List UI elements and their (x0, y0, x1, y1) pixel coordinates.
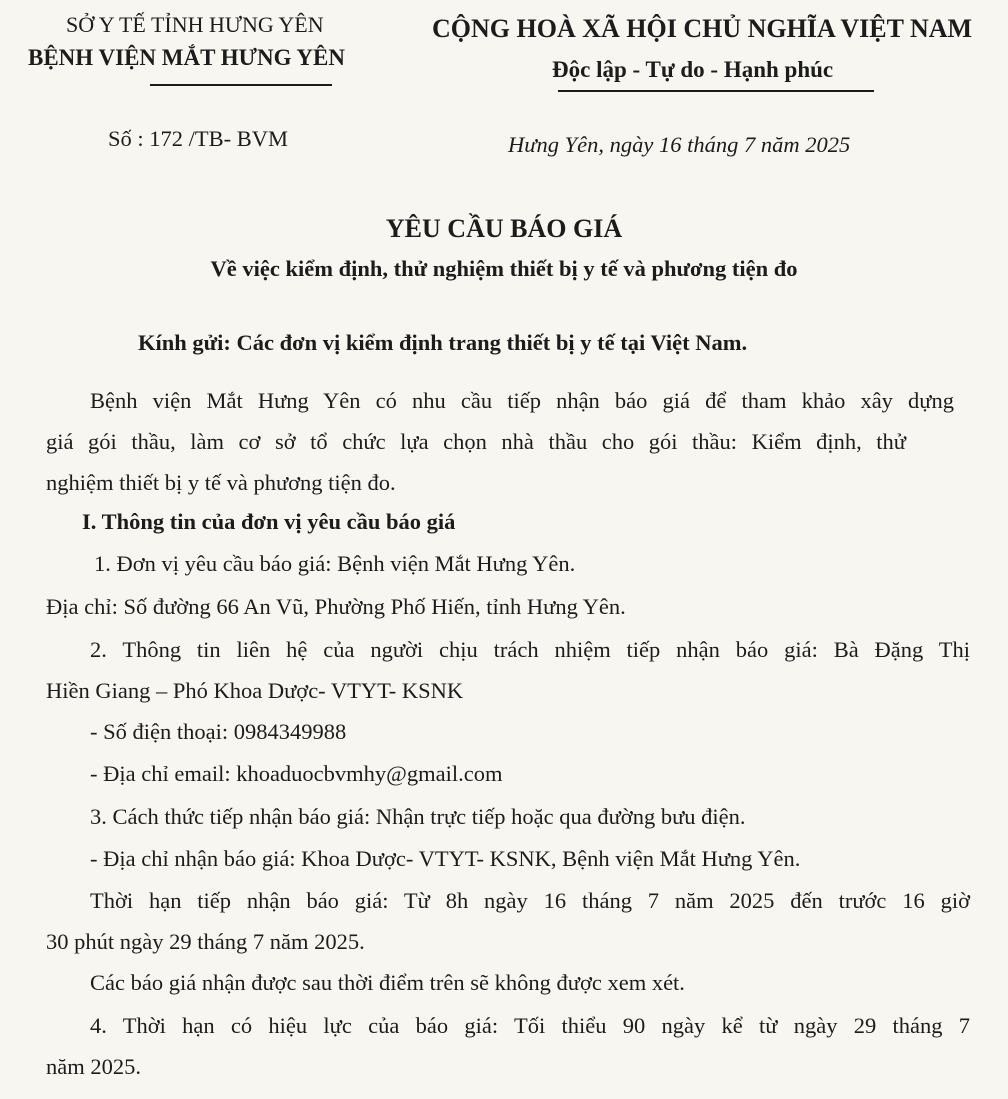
intro-line-2: giá gói thầu, làm cơ sở tổ chức lựa chọn nhà thầu cho gói thầu: Kiểm định, thử (46, 429, 906, 454)
national-title: CỘNG HOÀ XÃ HỘI CHỦ NGHĨA VIỆT NAM (432, 14, 973, 43)
section-1-item-1: 1. Đơn vị yêu cầu báo giá: Bệnh viện Mắt Hưng Yên. (94, 551, 576, 576)
section-1-heading: I. Thông tin của đơn vị yêu cầu báo giá (82, 509, 456, 534)
section-1-item-2-line-1: 2. Thông tin liên hệ của người chịu trách nhiệm tiếp nhận báo giá: Bà Đặng Thị (90, 637, 970, 662)
document-number: Số : 172 /TB- BVM (108, 126, 289, 151)
deadline-line-2: 30 phút ngày 29 tháng 7 năm 2025. (46, 929, 365, 954)
hospital-name-underline (150, 84, 332, 86)
document-title: YÊU CẦU BÁO GIÁ (385, 214, 623, 243)
receive-address: - Địa chỉ nhận báo giá: Khoa Dược- VTYT- KSNK, Bệnh viện Mắt Hưng Yên. (90, 846, 801, 871)
intro-line-1: Bệnh viện Mắt Hưng Yên có nhu cầu tiếp nhận báo giá để tham khảo xây dựng (90, 388, 954, 413)
hospital-name: BỆNH VIỆN MẮT HƯNG YÊN (28, 45, 345, 70)
place-date: Hưng Yên, ngày 16 tháng 7 năm 2025 (508, 132, 851, 157)
section-1-item-4-line-2: năm 2025. (46, 1054, 141, 1079)
contact-phone: - Số điện thoại: 0984349988 (90, 719, 347, 744)
section-1-item-3: 3. Cách thức tiếp nhận báo giá: Nhận trực tiếp hoặc qua đường bưu điện. (90, 804, 746, 829)
section-1-item-4-line-1: 4. Thời hạn có hiệu lực của báo giá: Tối thiểu 90 ngày kể từ ngày 29 tháng 7 (90, 1013, 970, 1038)
intro-line-3: nghiệm thiết bị y tế và phương tiện đo. (46, 470, 396, 495)
deadline-line-1: Thời hạn tiếp nhận báo giá: Từ 8h ngày 16 tháng 7 năm 2025 đến trước 16 giờ (90, 888, 970, 913)
department-name: SỞ Y TẾ TỈNH HƯNG YÊN (66, 12, 324, 37)
recipient-line: Kính gửi: Các đơn vị kiểm định trang thiết bị y tế tại Việt Nam. (138, 330, 748, 355)
late-note: Các báo giá nhận được sau thời điểm trên sẽ không được xem xét. (90, 970, 685, 995)
national-motto: Độc lập - Tự do - Hạnh phúc (552, 57, 834, 82)
section-1-item-2-line-2: Hiền Giang – Phó Khoa Dược- VTYT- KSNK (46, 678, 464, 703)
document-subtitle: Về việc kiểm định, thử nghiệm thiết bị y tế và phương tiện đo (210, 256, 798, 281)
contact-email: - Địa chỉ email: khoaduocbvmhy@gmail.com (90, 761, 503, 786)
national-motto-underline (558, 90, 874, 92)
section-1-address: Địa chỉ: Số đường 66 An Vũ, Phường Phố Hiến, tỉnh Hưng Yên. (46, 594, 626, 619)
